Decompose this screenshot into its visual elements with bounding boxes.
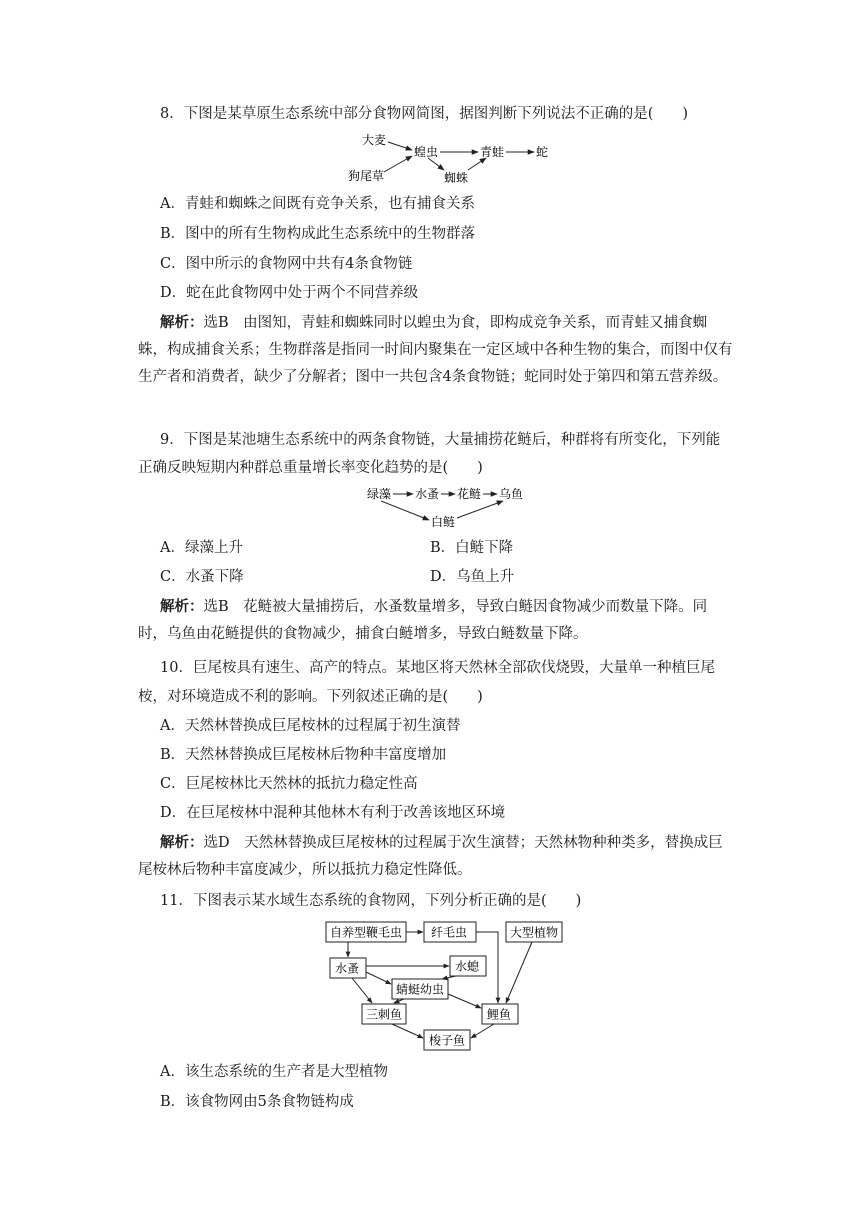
- question-10-stem-line1: 10．巨尾桉具有速生、高产的特点。某地区将天然林全部砍伐烧毁，大量单一种植巨尾: [160, 660, 715, 676]
- edge-spider-frog: [468, 158, 486, 170]
- node-foxtail: 狗尾草: [348, 169, 385, 183]
- question-8-stem: 8．下图是某草原生态系统中部分食物网简图，据图判断下列说法不正确的是( ): [160, 106, 689, 122]
- node-hydra: 水螅: [455, 959, 480, 974]
- q9-option-d: D．乌鱼上升: [430, 569, 515, 585]
- q9-option-c: C．水蚤下降: [160, 569, 244, 585]
- edge-stickleback-mullet: [392, 1024, 423, 1038]
- analysis-label: 解析：: [160, 315, 204, 331]
- analysis-text: 选D 天然林替换成巨尾桉林的过程属于次生演替；天然林物种种类多，替换成巨尾桉林后物种丰富度减少，所以抵抗力稳定性降低。: [138, 835, 723, 878]
- node-locust: 蝗虫: [414, 145, 439, 159]
- analysis-label: 解析：: [160, 599, 204, 615]
- node-algae: 绿藻: [367, 487, 392, 501]
- node-silver-carp: 花鲢: [457, 487, 482, 501]
- q10-analysis: [138, 830, 736, 884]
- edge-foxtail-locust: [384, 156, 412, 172]
- node-flagellate: 自养型鞭毛虫: [330, 925, 403, 940]
- node-snake: 蛇: [536, 145, 549, 159]
- q11-option-a: A．该生态系统的生产者是大型植物: [160, 1064, 388, 1080]
- node-ciliate: 纤毛虫: [431, 925, 468, 940]
- q9-option-b: B．白鲢下降: [430, 540, 514, 556]
- q9-option-a: A．绿藻上升: [160, 540, 243, 556]
- edge-algae-white: [381, 501, 429, 520]
- analysis-text: 选B 由图知，青蛙和蜘蛛同时以蝗虫为食，即构成竞争关系，而青蛙又捕食蜘蛛，构成捕食关系；生物群落是指同一时间内聚集在一定区域中各种生物的集合，而图中仅有生产者和消费者，缺少了分解者；图中一共包含4条食物链；蛇同时处于第四和第五营养级。: [138, 315, 733, 385]
- q9-food-chain-diagram: [365, 484, 535, 532]
- q8-analysis: [138, 310, 736, 391]
- edge-macrophyte-carp: [506, 942, 532, 1003]
- q8-option-b: B．图中的所有生物构成此生态系统中的生物群落: [160, 226, 476, 242]
- q11-food-web-diagram: [322, 918, 568, 1054]
- node-flea: 水蚤: [415, 487, 440, 501]
- node-snakehead: 乌鱼: [499, 487, 524, 501]
- node-mullet: 梭子鱼: [429, 1033, 466, 1048]
- q8-option-c: C．图中所示的食物网中共有4条食物链: [160, 256, 413, 272]
- edge-white-snakehead: [457, 501, 503, 518]
- q9-analysis: [138, 594, 736, 648]
- node-macrophyte: 大型植物: [510, 925, 559, 940]
- node-spider: 蜘蛛: [444, 171, 469, 185]
- q10-option-a: A．天然林替换成巨尾桉林的过程属于初生演替: [160, 718, 461, 734]
- edge-dragonfly-carp: [448, 994, 481, 1008]
- edge-carp-mullet: [471, 1024, 494, 1038]
- q10-option-c: C．巨尾桉林比天然林的抵抗力稳定性高: [160, 776, 418, 792]
- edge-flea-stickleback: [352, 978, 372, 1003]
- question-9-stem-line1: 9．下图是某池塘生态系统中的两条食物链，大量捕捞花鲢后，种群将有所变化，下列能: [160, 432, 721, 448]
- q11-option-b: B．该食物网由5条食物链构成: [160, 1094, 354, 1110]
- analysis-label: 解析：: [160, 835, 204, 851]
- q8-option-a: A．青蛙和蜘蛛之间既有竞争关系，也有捕食关系: [160, 196, 475, 212]
- edge-barley-locust: [388, 142, 412, 150]
- edge-locust-spider: [428, 158, 444, 170]
- edge-dragonfly-stickleback: [394, 999, 404, 1003]
- q10-option-d: D．在巨尾桉林中混种其他林木有利于改善该地区环境: [160, 805, 506, 821]
- q8-option-d: D．蛇在此食物网中处于两个不同营养级: [160, 285, 419, 301]
- node-barley: 大麦: [362, 133, 387, 147]
- q8-food-web-diagram: [340, 130, 560, 188]
- q10-option-b: B．天然林替换成巨尾桉林后物种丰富度增加: [160, 747, 447, 763]
- edge-flea-dragonfly: [366, 972, 391, 984]
- analysis-text: 选B 花鲢被大量捕捞后，水蚤数量增多，导致白鲢因食物减少而数量下降。同时，乌鱼由花鲢提供的食物减少，捕食白鲢增多，导致白鲢数量下降。: [138, 599, 708, 642]
- node-flea: 水蚤: [335, 961, 360, 976]
- node-frog: 青蛙: [480, 145, 505, 159]
- node-white-carp: 白鲢: [431, 515, 456, 529]
- node-dragonfly: 蜻蜓幼虫: [396, 982, 445, 997]
- question-9-stem-line2: 正确反映短期内种群总重量增长率变化趋势的是( ): [138, 460, 483, 476]
- edge-hydra-dragonfly: [442, 976, 456, 979]
- question-11-stem: 11．下图表示某水域生态系统的食物网，下列分析正确的是( ): [160, 893, 582, 909]
- node-stickleback: 三刺鱼: [366, 1007, 403, 1022]
- node-carp: 鲤鱼: [487, 1007, 512, 1022]
- question-10-stem-line2: 桉，对环境造成不利的影响。下列叙述正确的是( ): [138, 689, 483, 705]
